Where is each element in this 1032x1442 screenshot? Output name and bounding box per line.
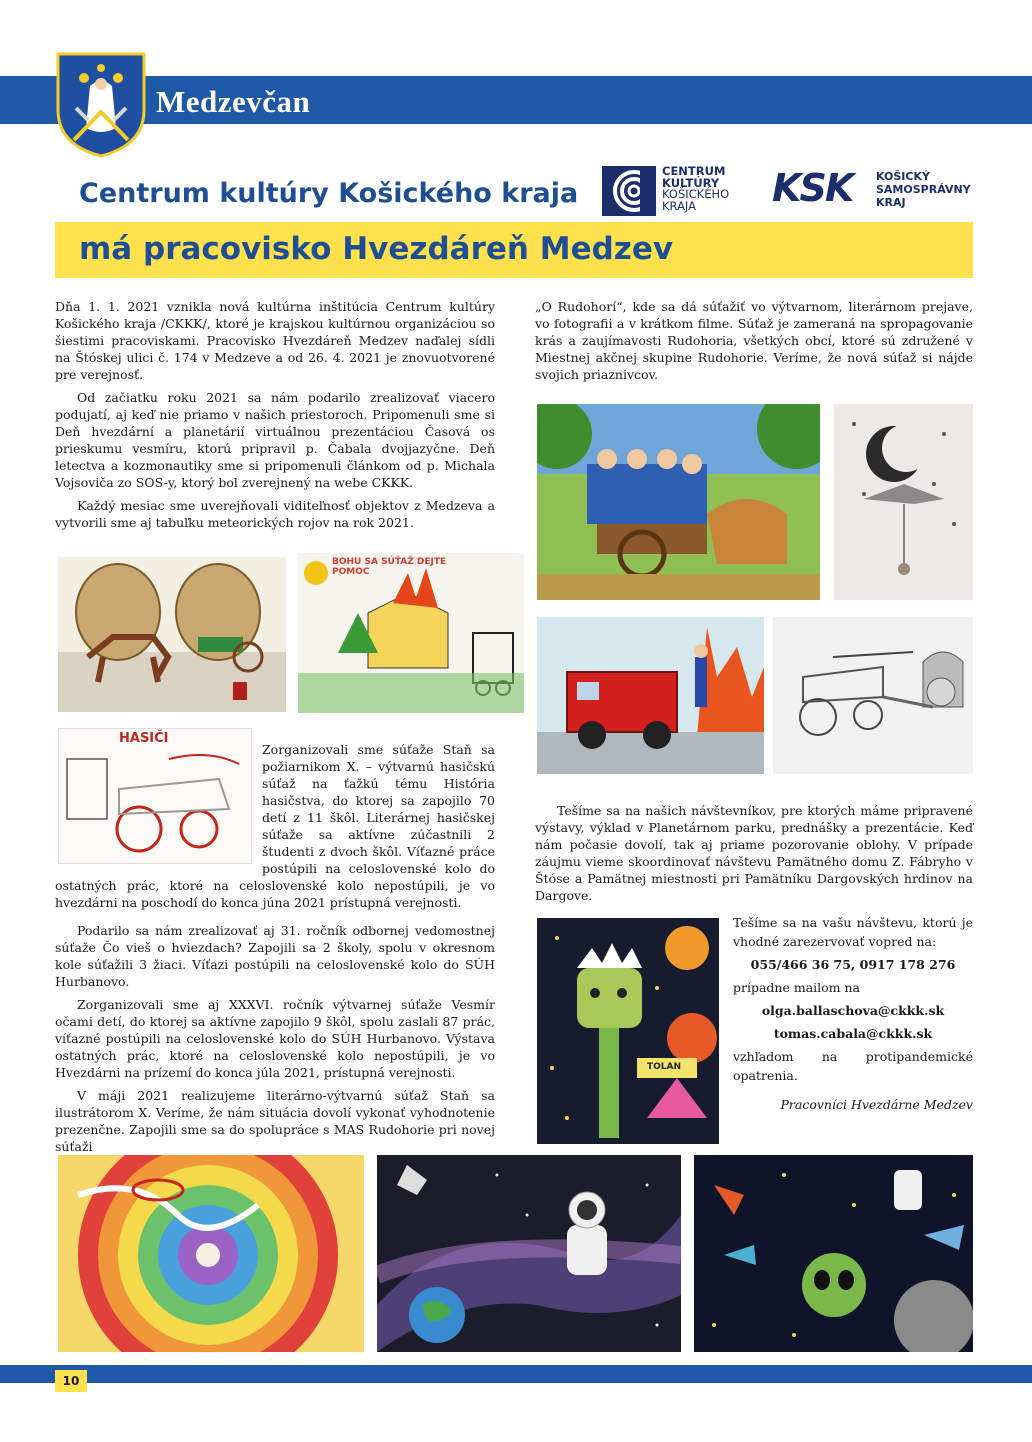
contact-phones: 055/466 36 75, 0917 178 276 — [750, 957, 956, 972]
article-left-top — [55, 298, 495, 537]
article-paragraph: Každý mesiac sme uverejňovali viditeľnosť objektov z Medzeva a vytvorili sme aj tabuľku meteorických rojov na rok 2021. — [55, 498, 495, 530]
ckkk-logo — [602, 166, 762, 216]
ksk-logo-line2: SAMOSPRÁVNY — [876, 183, 971, 196]
footer-bar — [0, 1365, 1032, 1383]
article-paragraph: Podarilo sa nám zrealizovať aj 31. ročník odbornej vedomostnej súťaže Čo vieš o hviezdach? Zapojili sa 2 školy, spolu v okresnom kole súťažili 3 žiaci. Víťazi postúpili na celoslovenské kolo do SÚH Hurbanovo. — [55, 923, 495, 989]
article-wrap-block — [262, 741, 495, 877]
children-drawing-moon — [834, 404, 973, 600]
headline-line1: Centrum kultúry Košického kraja — [79, 178, 579, 209]
children-drawing-burning-house — [298, 553, 524, 713]
article-left-lower — [55, 922, 495, 1161]
article-paragraph: „O Rudohorí“, kde sa dá súťažiť vo výtvarnom, literárnom prejave, vo fotografii a v krátkom filme. Súťaž je zameraná na spropagovanie krás a zaujímavosti Rudohoria, všetkých obcí, ktoré sú združené v Miestnej akčnej skupine Rudohorie. Veríme, že nová súťaž si nájde svojich priaznivcov. — [535, 299, 973, 382]
drawing-caption: BOHU SA SÚŤAŽ DEJTE POMOC — [332, 557, 447, 577]
contact-email-1[interactable]: olga.ballaschova@ckkk.sk — [761, 1003, 945, 1018]
contact-block — [733, 913, 973, 1114]
article-paragraph: Od začiatku roku 2021 sa nám podarilo zrealizovať viacero podujatí, aj keď nie priamo v našich priestoroch. Pripomenuli sme si Deň hvezdární a planetárií virtuálnou prezentáciou Časová os prieskumu vesmíru, ktorú pripravil p. Čabala dvojjazyčne. Deň letectva a kozmonautiky sme si pripomenuli článkom od p. Michala Vojsoviča zo SOS-y, ktorý bol zverejnený na webe CKKK. — [55, 390, 495, 490]
masthead-title: Medzevčan — [156, 84, 311, 119]
children-drawing-fire-engine-sketch — [58, 728, 252, 864]
contact-intro: Tešíme sa na vašu návštevu, ktorú je vhodné zarezervovať vopred na: — [733, 915, 973, 949]
children-drawing-alien-spaceships — [694, 1155, 973, 1352]
ksk-logo-line1: KOŠICKÝ — [876, 170, 930, 183]
town-coat-of-arms-icon — [54, 50, 148, 158]
ksk-logo-line3: KRAJ — [876, 196, 906, 209]
contact-signature: Pracovníci Hvezdárne Medzev — [780, 1097, 973, 1112]
ksk-logo-letters: KSK — [772, 166, 853, 210]
children-drawing-red-fire-truck — [537, 617, 764, 774]
children-drawing-horse-cart — [58, 557, 286, 712]
article-right-middle — [535, 802, 973, 910]
contact-mail-intro: prípadne mailom na — [733, 980, 861, 995]
drawing-caption: HASIČI — [119, 731, 169, 746]
ckkk-logo-line3: KOŠICKÉHO — [662, 187, 730, 201]
page-number: 10 — [55, 1370, 87, 1392]
article-paragraph: Zorganizovali sme aj XXXVI. ročník výtvarnej súťaže Vesmír očami detí, do ktorej sa aktívne zapojilo 9 škôl, spolu zaslali 87 prác, víťazné postúpili na celoslovenské kolo do SÚH Hurbanovo. Výstava ostatných prác, ktoré na celoslovenské kolo nepostúpili, je vo Hvezdárni na prízemí do konca júla 2021, prístupná verejnosti. — [55, 997, 495, 1080]
ckkk-logo-line2: KULTÚRY — [662, 175, 720, 190]
contact-email-2[interactable]: tomas.cabala@ckkk.sk — [773, 1026, 933, 1041]
ckkk-logo-line1: CENTRUM — [662, 164, 726, 178]
article-paragraph-wrap-top — [262, 741, 495, 877]
article-right-top — [535, 298, 973, 389]
children-drawing-pencil-firefighter — [773, 617, 973, 774]
drawing-sign: TOLAN — [647, 1062, 682, 1072]
ksk-logo — [772, 166, 982, 216]
article-paragraph: Zorganizovali sme súťaže Staň sa požiarnikom X. – výtvarnú hasičskú súťaž na ťažkú tému História hasičstva, do ktorej sa zapojilo 70 detí z 11 škôl. Literárnej hasičskej súťaže sa aktívne zúčastnili 2 študenti z dvoch škôl. Víťazné práce postúpili na celoslovenské kolo do — [262, 742, 495, 876]
children-drawing-rainbow-spiral — [58, 1155, 364, 1352]
article-paragraph: Tešíme sa na našich návštevníkov, pre ktorých máme pripravené výstavy, výklad v Planetárnom parku, prednášky a prezentácie. Keď nám počasie dovolí, tak aj priame pozorovanie oblohy. V prípade záujmu vieme skoordinovať návštevu Pamätného domu Z. Fábryho v Štóse a Pamätnej miestnosti pri Pamätníku Dargovských hrdinov na Dargove. — [535, 803, 973, 903]
headline-line2: má pracovisko Hvezdáreň Medzev — [79, 231, 674, 267]
children-drawing-astronaut-galaxy — [377, 1155, 681, 1352]
article-paragraph-wrap-bottom: ostatných prác, ktoré na celoslovenské kolo nepostúpili, je vo hvezdárni na poschodí do konca júna 2021 prístupná verejnosti. — [55, 878, 495, 910]
article-paragraph: V máji 2021 realizujeme literárno-výtvarnú súťaž Staň sa ilustrátorom X. Veríme, že nám situácia dovolí vykonať vyhodnotenie prezenčne. Zapojili sme sa do spolupráce s MAS Rudohorie pri novej súťaži — [55, 1088, 495, 1154]
contact-note: vzhľadom na protipandemické opatrenia. — [733, 1049, 973, 1083]
article-paragraph: Dňa 1. 1. 2021 vznikla nová kultúrna inštitúcia Centrum kultúry Košického kraja /CKKK/, ktoré je krajskou kultúrnou organizáciou so šiestimi pracoviskami. Pracovisko Hvezdáreň Medzev naďalej sídli na Štóskej ulici č. 174 v Medzeve a od 26. 4. 2021 je znovuotvorené pre verejnosť. — [55, 299, 495, 382]
children-drawing-carriage-soldiers — [537, 404, 820, 600]
header-bar — [0, 76, 1032, 124]
children-drawing-alien — [537, 918, 719, 1144]
ckkk-logo-line4: KRAJA — [662, 198, 696, 213]
